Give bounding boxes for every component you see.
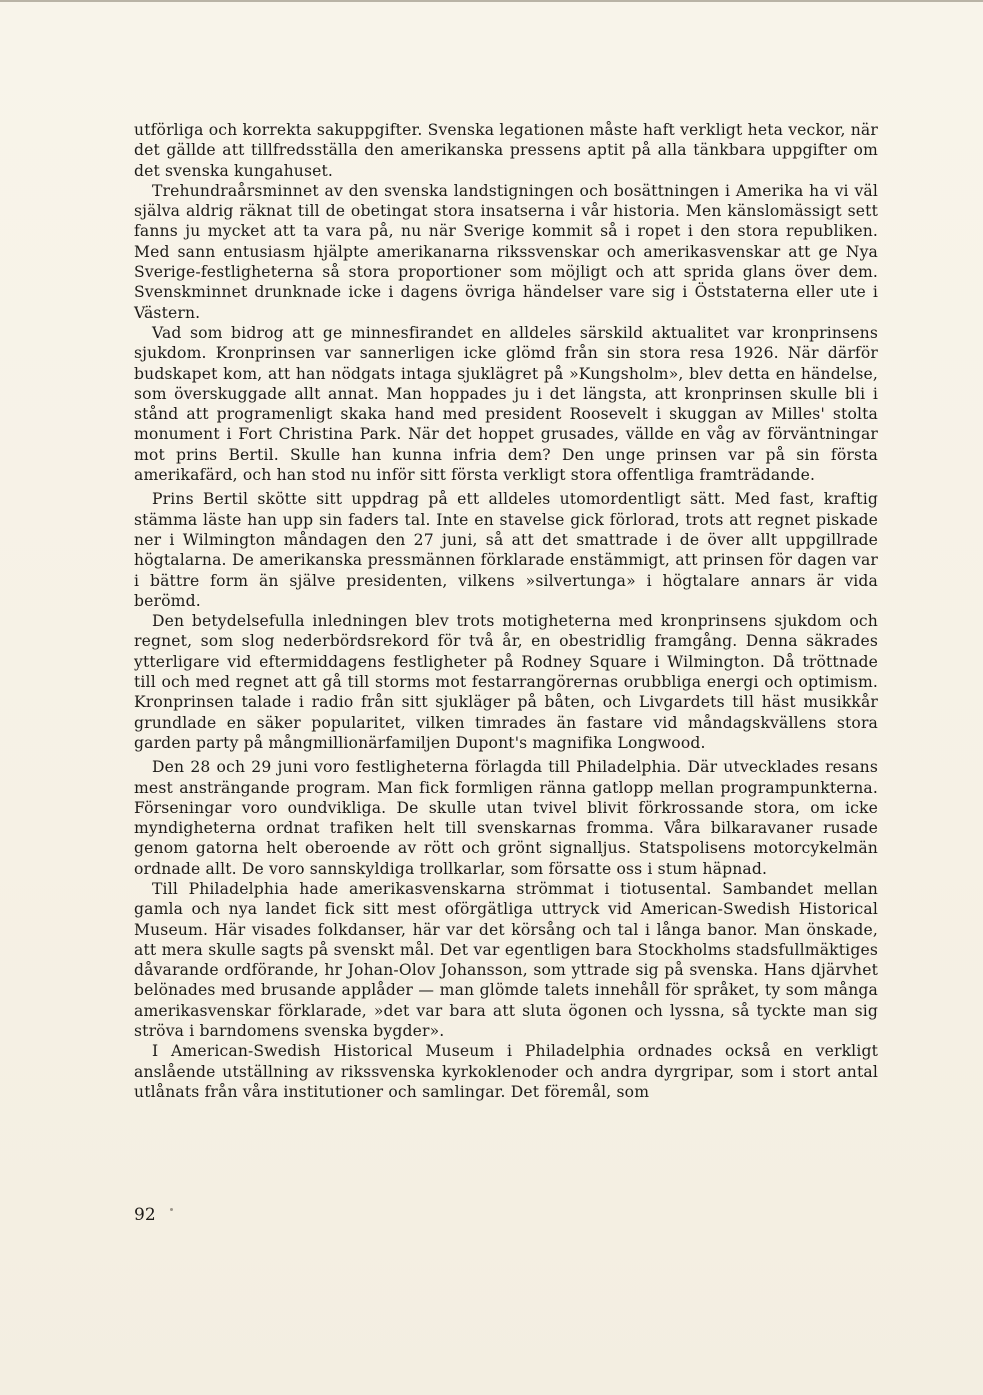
print-speck [170,1208,173,1211]
page-number: 92 [134,1205,156,1225]
paragraph-8: I American-Swedish Historical Museum i Philadelphia ordnades också en verkligt anslående utställning av rikssvenska kyrkoklenoder och andra dyrgripar, som i stort antal utlånats från våra institutioner och samlingar. Det föremål, som [134,1042,878,1101]
body-text [134,120,878,1102]
paragraph-5: Den betydelsefulla inledningen blev trots motigheterna med kronprinsens sjukdom och regnet, som slog nederbördsrekord för två år, en obestridlig framgång. Denna säkrades ytterligare vid eftermiddagens festligheter på Rodney Square i Wilmington. Då tröttnade till och med regnet att gå till storms mot festarrangörernas orubbliga energi och optimism. Kronprinsen talade i radio från sitt sjukläger på båten, och Livgardets till häst musikkår grundlade en säker popularitet, vilken timrades än fastare vid måndagskvällens stora garden party på mångmillionärfamiljen Dupont's magnifika Longwood. [134,612,878,752]
paragraph-1: utförliga och korrekta sakuppgifter. Svenska legationen måste haft verkligt heta veckor, när det gällde att tillfredsställa den amerikanska pressens aptit på alla tänkbara uppgifter om det svenska kungahuset. [134,121,878,180]
paragraph-2: Trehundraårsminnet av den svenska landstigningen och bosättningen i Amerika ha vi väl själva aldrig räknat till de obetingat stora insatserna i vår historia. Men känslomässigt sett fanns ju mycket att ta vara på, nu när Sverige kommit så i ropet i den stora republiken. Med sann entusiasm hjälpte amerikanarna rikssvenskar och amerikasvenskar att ge Nya Sverige-festligheterna så stora proportioner som möjligt och att sprida glans över dem. Svenskminnet drunknade icke i dagens övriga händelser vare sig i Öststaterna eller ute i Västern. [134,181,878,322]
paragraph-7: Till Philadelphia hade amerikasvenskarna strömmat i tiotusental. Sambandet mellan gamla och nya landet fick sitt mest oförgätliga uttryck vid American-Swedish Historical Museum. Här visades folkdanser, här var det körsång och tal i långa banor. Man önskade, att mera skulle sagts på svenskt mål. Det var egentligen bara Stockholms stadsfullmäktiges dåvarande ordförande, hr Johan-Olov Johansson, som yttrade sig på svenska. Hans djärvhet belönades med brusande applåder — man glömde talets innehåll för språket, ty som många amerikasvenskar förklarade, »det var bara att sluta ögonen och lyssna, så tyckte man sig ströva i barndomens svenska bygder». [134,879,878,1041]
paragraph-4: Prins Bertil skötte sitt uppdrag på ett alldeles utomordentligt sätt. Med fast, kraftig stämma läste han upp sin faders tal. Inte en stavelse gick förlorad, trots att regnet piskade ner i Wilmington måndagen den 27 juni, så att det smattrade i de över allt uppgillrade högtalarna. De amerikanska pressmännen förklarade enstämmigt, att prinsen för dagen var i bättre form än själve presidenten, vilkens »silvertunga» i högtalare annars är vida berömd. [134,490,878,610]
paragraph-3: Vad som bidrog att ge minnesfirandet en alldeles särskild aktualitet var kronprinsens sjukdom. Kronprinsen var sannerligen icke glömd från sin stora resa 1926. När därför budskapet kom, att han nödgats intaga sjuklägret på »Kungsholm», blev detta en händelse, som överskuggade allt annat. Man hoppades ju i det längsta, att kronprinsen skulle bli i stånd att programenligt skaka hand med president Roosevelt i skuggan av Milles' stolta monument i Fort Christina Park. När det hoppet grusades, vällde en våg av förväntningar mot prins Bertil. Skulle han kunna infria dem? Den unge prinsen var på sin första amerikafärd, och han stod nu inför sitt första verkligt stora offentliga framträdande. [134,323,878,485]
top-edge-rule [0,0,983,2]
paragraph-6: Den 28 och 29 juni voro festligheterna förlagda till Philadelphia. Där utvecklades resans mest ansträngande program. Man fick formligen ränna gatlopp mellan programpunkterna. Förseningar voro oundvikliga. De skulle utan tvivel blivit förkrossande stora, om icke myndigheterna ordnat trafiken helt till svenskarnas fromma. Våra bilkaravaner rusade genom gatorna helt oberoende av rött och grönt signalljus. Statspolisens motorcykelmän ordnade allt. De voro sannskyldiga trollkarlar, som försatte oss i stum häpnad. [134,758,878,878]
